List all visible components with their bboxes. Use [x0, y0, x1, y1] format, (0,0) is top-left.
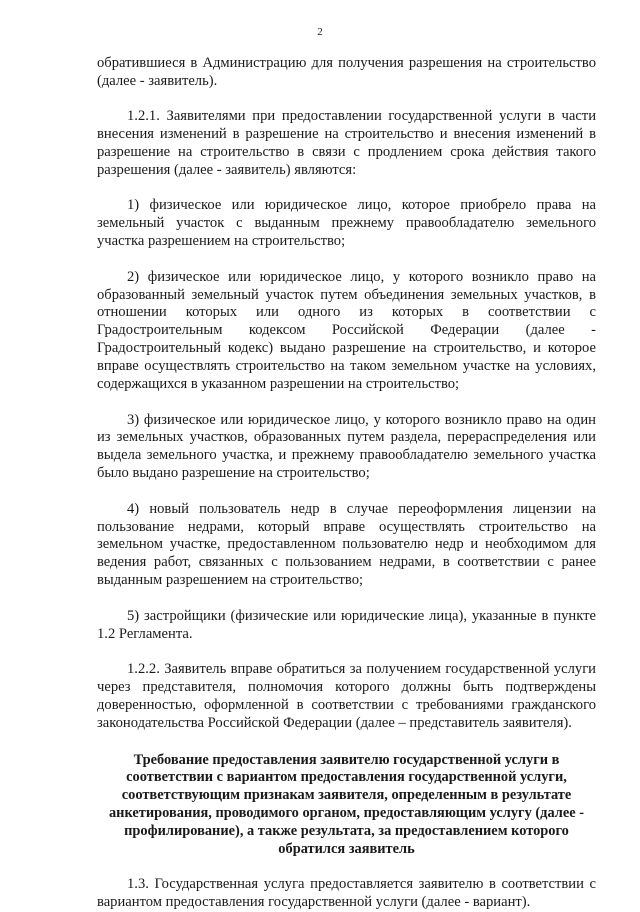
document-body [97, 55, 596, 912]
paragraph-1-3: 1.3. Государственная услуга предоставляется заявителю в соответствии с вариантом предоставления государственной услуги (далее - вариант). [97, 876, 596, 911]
list-item-5: 5) застройщики (физические или юридические лица), указанные в пункте 1.2 Регламента. [97, 607, 596, 642]
paragraph-1-2-1: 1.2.1. Заявителями при предоставлении государственной услуги в части внесения изменений в разрешение на строительство и внесения изменений в разрешение на строительство в связи с продлением срока действия такого разрешения (далее - заявитель) являются: [97, 108, 596, 179]
page-number: 2 [317, 26, 323, 38]
list-item-1: 1) физическое или юридическое лицо, которое приобрело права на земельный участок с выданным прежнему правообладателю земельного участка разрешением на строительство; [97, 197, 596, 250]
list-item-3: 3) физическое или юридическое лицо, у которого возникло право на один из земельных участков, образованных путем раздела, перераспределения или выдела земельного участка, и прежнему правообладателю земельного участка было выдано разрешение на строительство; [97, 411, 596, 482]
section-heading: Требование предоставления заявителю государственной услуги в соответствии с вариантом предоставления государственной услуги, соответствующим признакам заявителя, определенным в результате анкетирования, проводимого органом, предоставляющим услугу (далее - профилирование), а также результата, за предоставлением которого обратился заявитель [108, 751, 585, 857]
list-item-2: 2) физическое или юридическое лицо, у которого возникло право на образованный земельный участок путем объединения земельных участков, в отношении которых или одного из которых в соответствии с Градостроительным кодексом Российской Федерации (далее - Градостроительный кодекс) выдано разрешение на строительство, и которое вправе осуществлять строительство на таком земельном участке на условиях, содержащихся в указанном разрешении на строительство; [97, 268, 596, 393]
paragraph-continuation: обратившиеся в Администрацию для получения разрешения на строительство (далее - заявитель). [97, 55, 596, 89]
list-item-4: 4) новый пользователь недр в случае переоформления лицензии на пользование недрами, который вправе осуществлять строительство на земельном участке, предоставленном пользователю недр и необходимом для ведения работ, связанных с пользованием недрами, в соответствии с ранее выданным разрешением на строительство; [97, 500, 596, 589]
paragraph-1-2-2: 1.2.2. Заявитель вправе обратиться за получением государственной услуги через представителя, полномочия которого должны быть подтверждены доверенностью, оформленной в соответствии с требованиями гражданского законодательства Российской Федерации (далее – представитель заявителя). [97, 660, 596, 731]
